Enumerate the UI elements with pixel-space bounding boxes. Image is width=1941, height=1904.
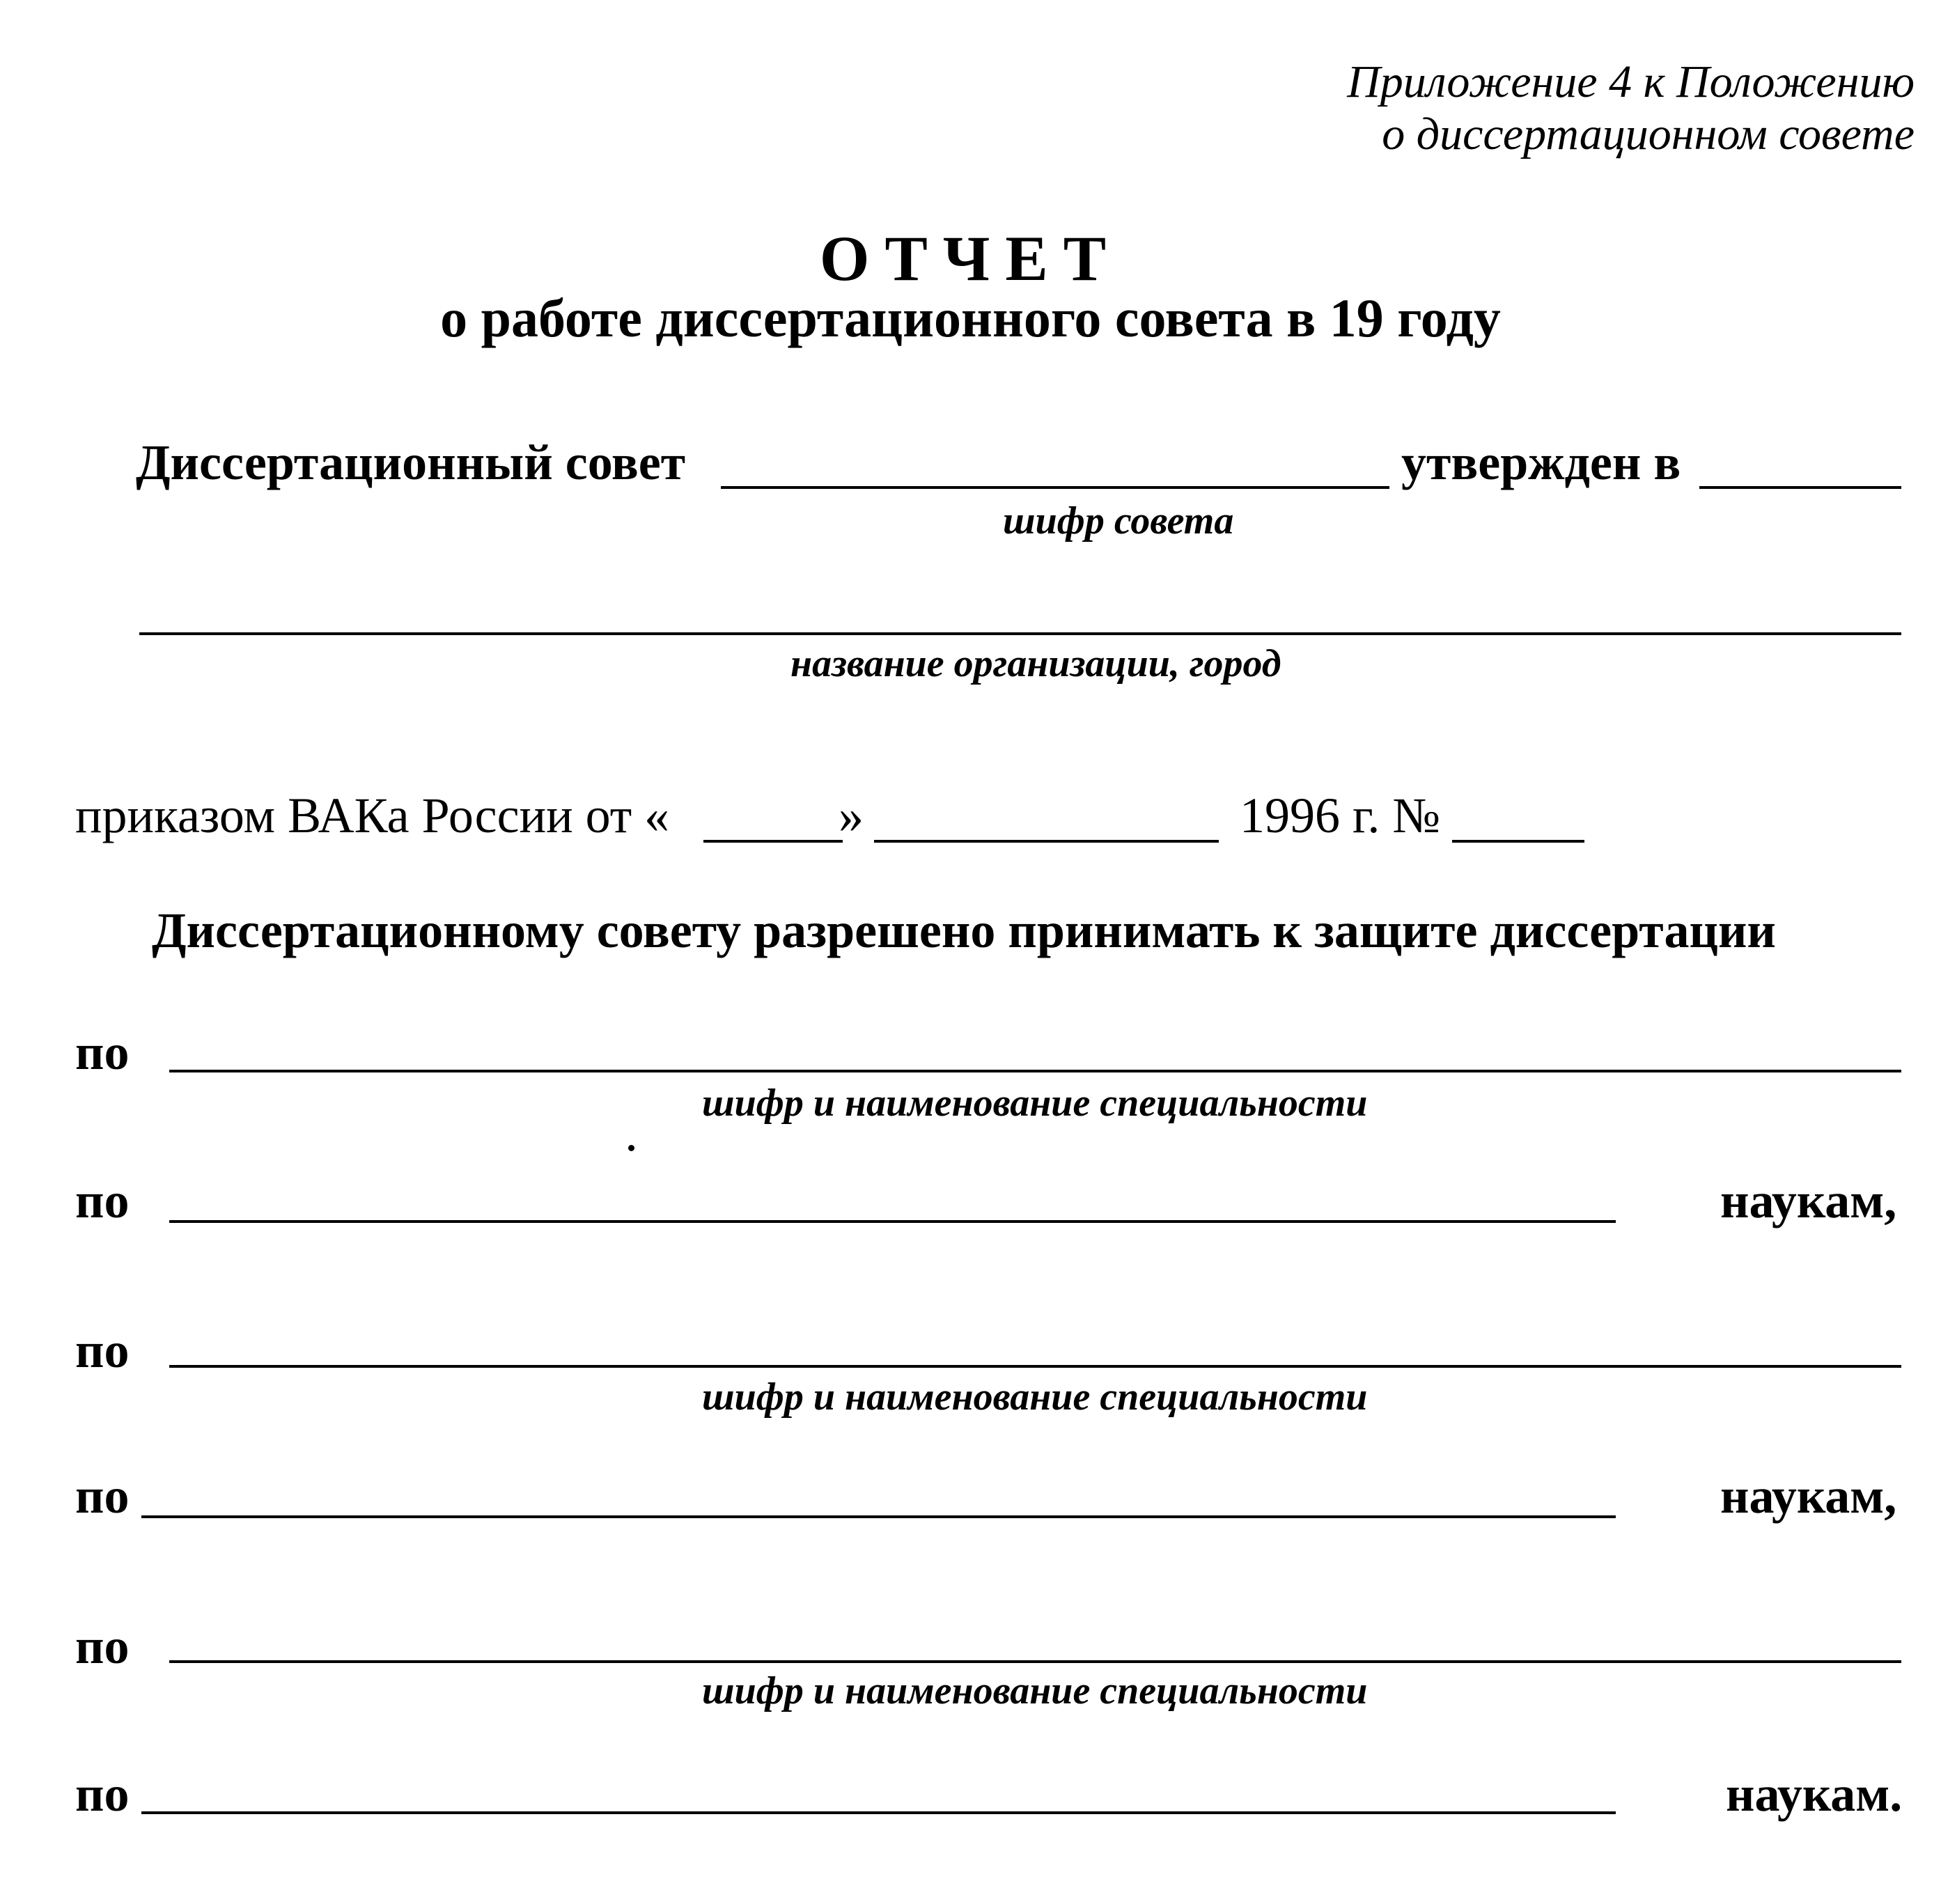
council-code-caption: шифр совета <box>1003 499 1234 543</box>
specialty-2-science-po: по <box>75 1468 130 1524</box>
specialty-3-caption: шифр и наименование специальности <box>702 1669 1368 1712</box>
appendix-header-line1: Приложение 4 к Положению <box>1347 56 1915 107</box>
specialty-1-science-po: по <box>75 1173 130 1228</box>
organization-caption: название организации, город <box>790 642 1281 685</box>
order-close-quote: » <box>839 788 864 843</box>
order-day-field[interactable] <box>703 840 843 843</box>
permission-text: Диссертационному совету разрешено принимать к защите диссертации <box>152 903 1776 958</box>
specialty-1-caption: шифр и наименование специальности <box>702 1082 1368 1125</box>
specialty-3-science-po: по <box>75 1766 130 1822</box>
specialty-2-caption: шифр и наименование специальности <box>702 1375 1368 1419</box>
approved-at-field[interactable] <box>1699 486 1901 489</box>
specialty-1-science-field[interactable] <box>169 1220 1616 1223</box>
order-prefix: приказом ВАКа России от « <box>75 788 670 843</box>
specialty-2-po: по <box>75 1322 130 1378</box>
specialty-3-science-field[interactable] <box>141 1811 1616 1814</box>
specialty-3-code-field[interactable] <box>169 1660 1901 1663</box>
organization-field[interactable] <box>139 632 1901 635</box>
specialty-1-code-field[interactable] <box>169 1070 1901 1072</box>
council-label: Диссертационный совет <box>136 435 686 490</box>
report-subtitle: о работе диссертационного совета в 19 году <box>440 288 1501 348</box>
order-year-label: 1996 г. № <box>1240 788 1441 843</box>
specialty-1-suffix: наукам, <box>1720 1173 1897 1228</box>
stray-dot <box>628 1145 634 1151</box>
specialty-2-science-field[interactable] <box>141 1515 1616 1518</box>
specialty-3-po: по <box>75 1618 130 1674</box>
report-title: ОТЧЕТ <box>819 223 1122 294</box>
specialty-2-suffix: наукам, <box>1720 1468 1897 1524</box>
approved-label: утвержден в <box>1401 435 1681 490</box>
order-number-field[interactable] <box>1452 840 1584 843</box>
specialty-1-po: по <box>75 1024 130 1080</box>
appendix-header-line2: о диссертационном совете <box>1382 109 1915 159</box>
council-code-field[interactable] <box>721 486 1389 489</box>
specialty-2-code-field[interactable] <box>169 1365 1901 1368</box>
order-month-field[interactable] <box>874 840 1219 843</box>
specialty-3-suffix: наукам. <box>1726 1766 1903 1822</box>
